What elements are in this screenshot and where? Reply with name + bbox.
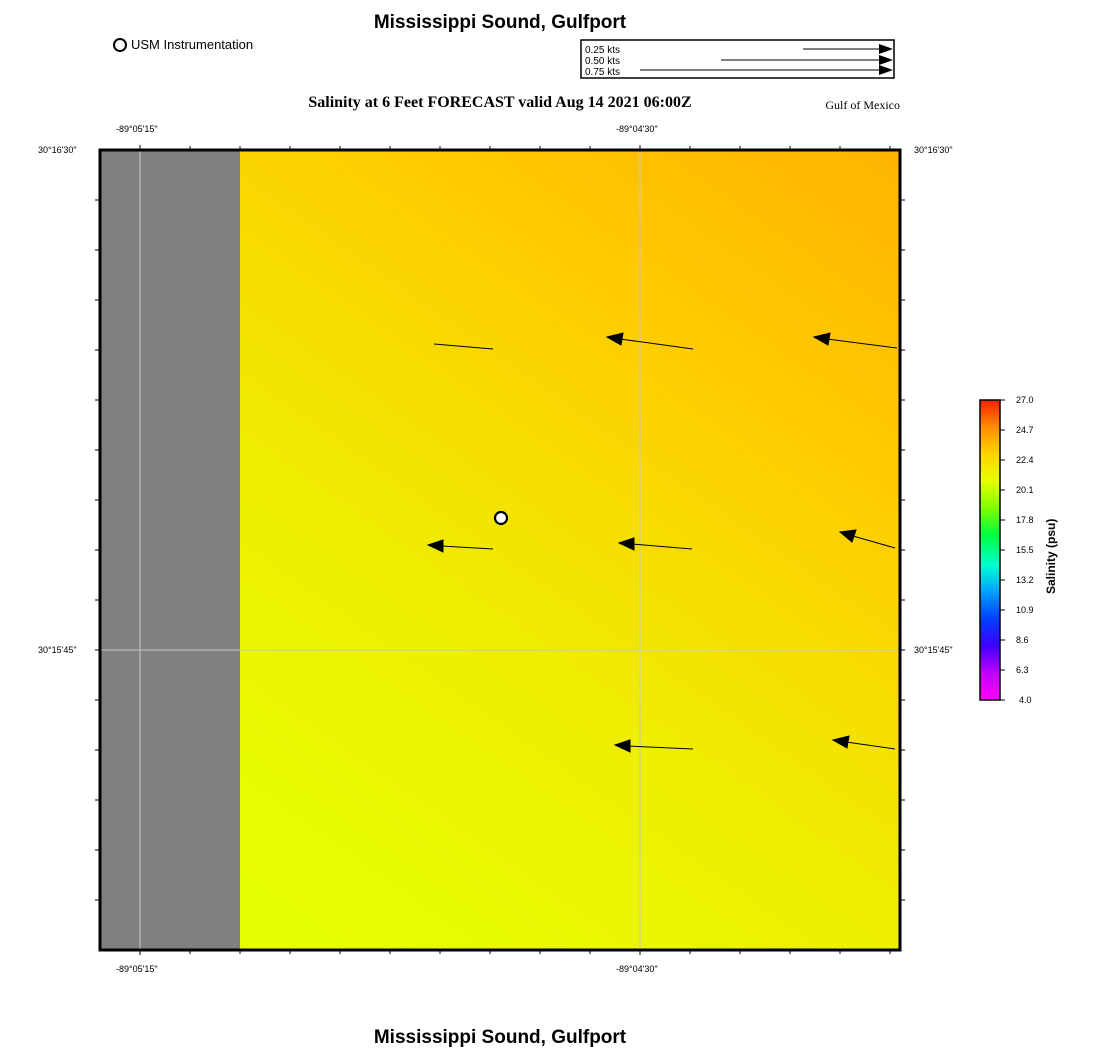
salinity-field [100,150,900,950]
instrument-legend-label: USM Instrumentation [131,37,254,52]
land-area [100,150,240,950]
colorbar-tick: 20.1 [1016,485,1034,495]
colorbar-title: Salinity (psu) [1044,518,1058,594]
salinity-colorbar [980,395,1058,705]
colorbar-tick: 27.0 [1016,395,1034,405]
right-lat-label-2: 30°15'45" [914,645,953,655]
scale-label-025: 0.25 kts [585,45,621,56]
colorbar-tick: 24.7 [1016,425,1034,435]
right-lat-label-1: 30°16'30" [914,145,953,155]
colorbar-tick: 4.0 [1019,695,1032,705]
colorbar-tick: 22.4 [1016,455,1034,465]
colorbar-tick: 15.5 [1016,545,1034,555]
bottom-lon-label-2: -89°04'30" [616,964,658,974]
colorbar-tick: 10.9 [1016,605,1034,615]
left-lat-label-1: 30°16'30" [38,145,77,155]
scale-label-075: 0.75 kts [585,67,621,78]
top-lon-label-2: -89°04'30" [616,124,658,134]
colorbar-tick: 13.2 [1016,575,1034,585]
colorbar-tick: 6.3 [1016,665,1029,675]
colorbar-tick: 17.8 [1016,515,1034,525]
scale-label-050: 0.50 kts [585,56,621,67]
top-lon-label-1: -89°05'15" [116,124,158,134]
bottom-lon-label-1: -89°05'15" [116,964,158,974]
usm-instrument-marker[interactable] [495,512,507,524]
vector-scale-box [581,40,894,78]
left-lat-label-2: 30°15'45" [38,645,77,655]
footer-title: Mississippi Sound, Gulfport [373,1027,627,1048]
region-label: Gulf of Mexico [825,98,900,112]
colorbar-tick: 8.6 [1016,635,1029,645]
map-subtitle: Salinity at 6 Feet FORECAST valid Aug 14 2021 06:00Z [308,94,692,111]
map-title: Mississippi Sound, Gulfport [373,12,627,33]
